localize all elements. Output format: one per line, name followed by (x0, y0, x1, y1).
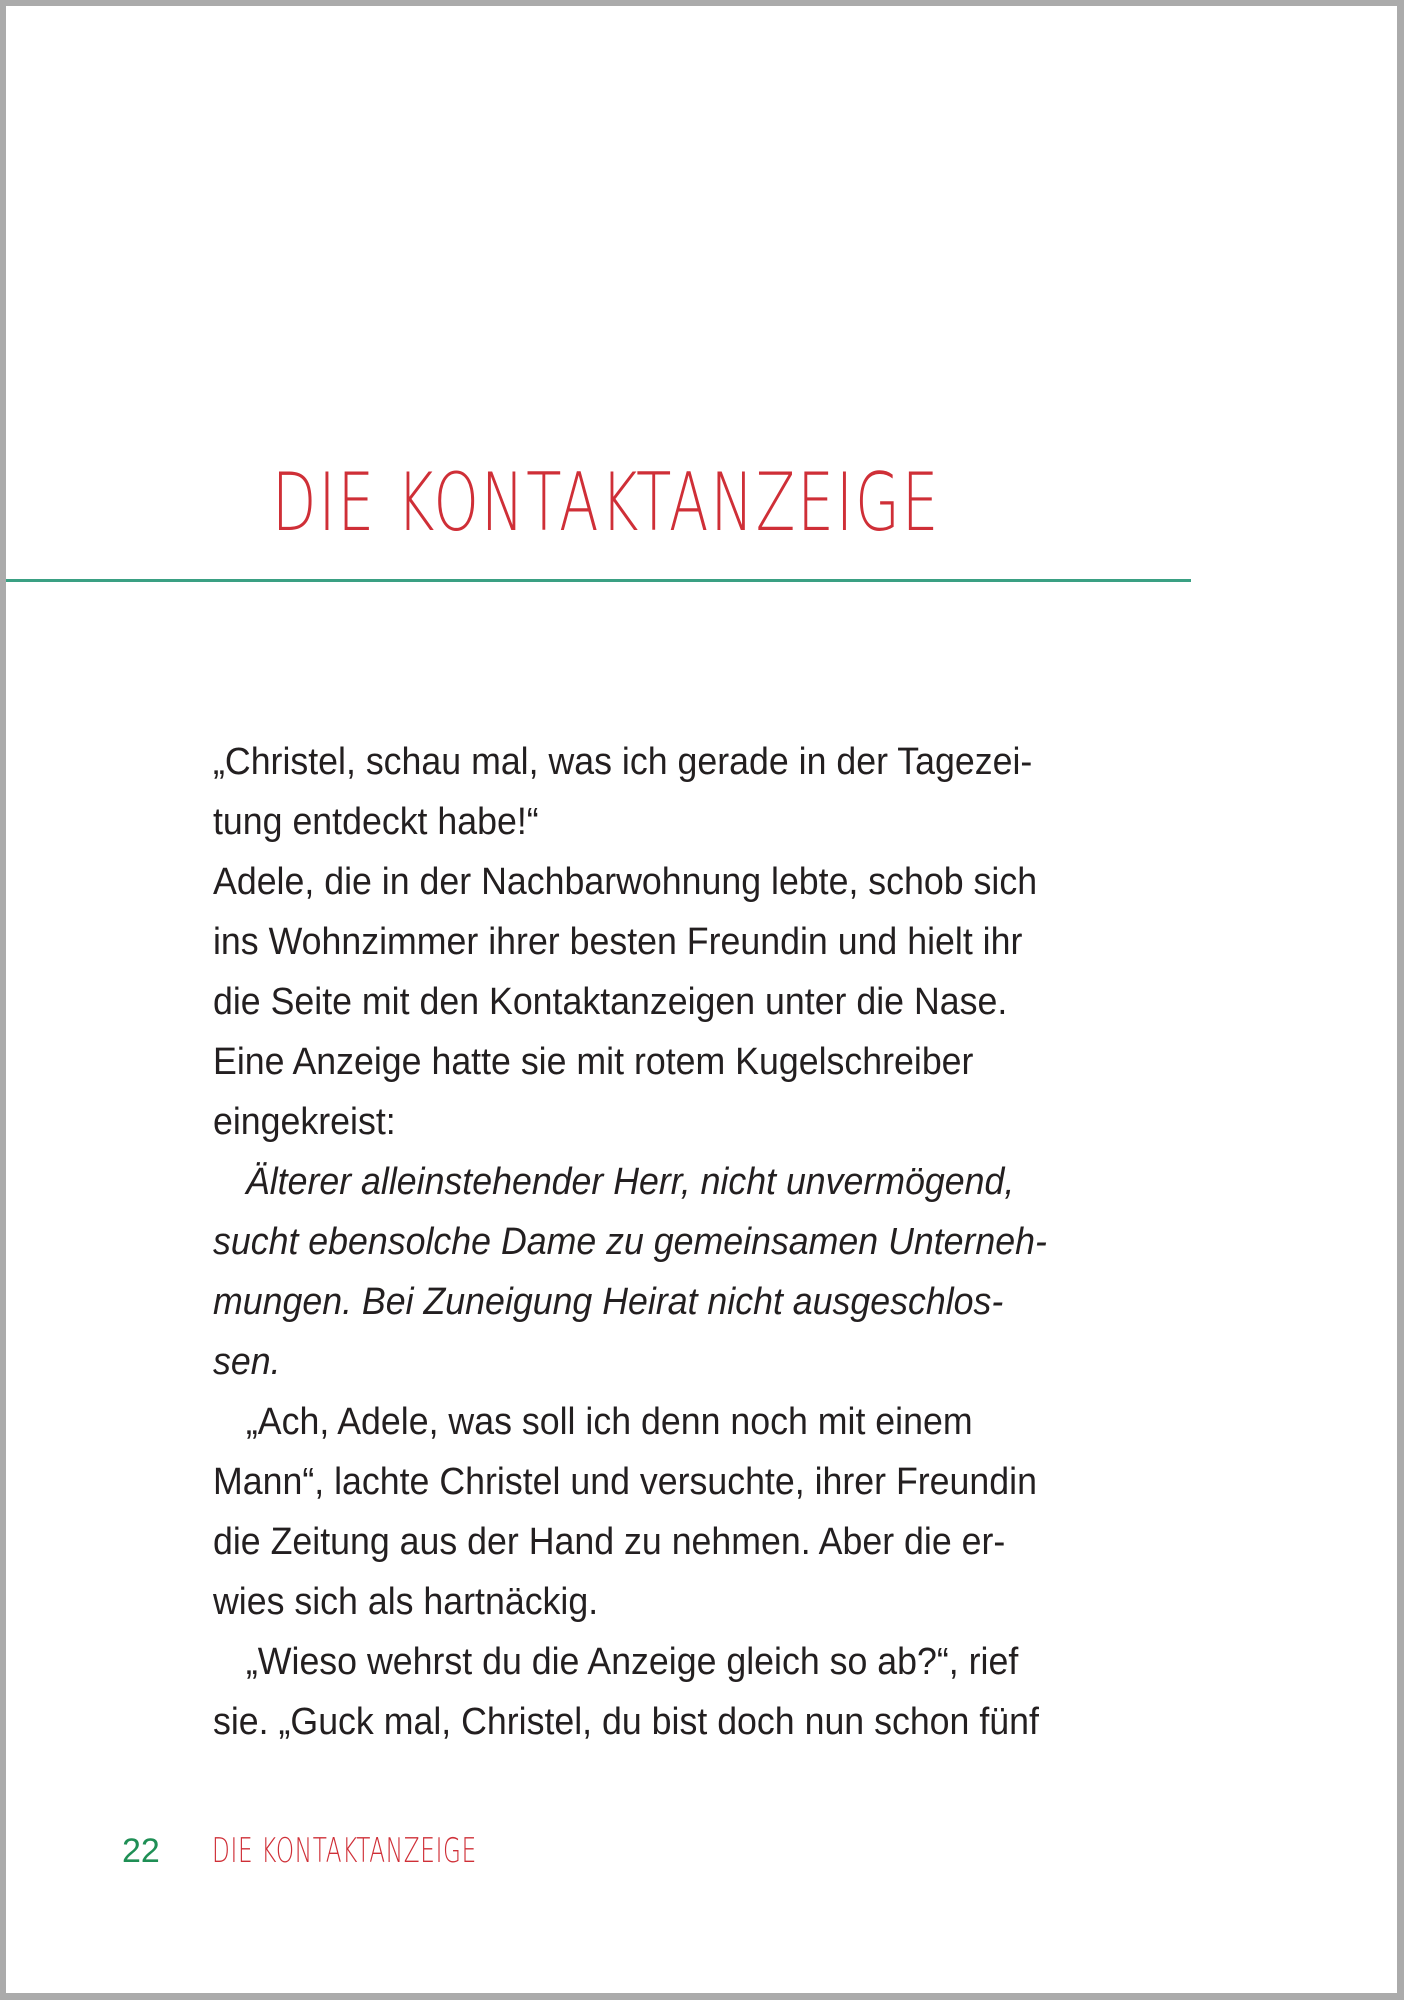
running-title: DIE KONTAKTANZEIGE (212, 1831, 477, 1871)
text-line: die Zeitung aus der Hand zu nehmen. Aber die er- (213, 1521, 1006, 1563)
text-line: tung entdeckt habe!“ (213, 801, 539, 843)
text-line: eingekreist: (213, 1101, 396, 1143)
text-line: Mann“, lachte Christel und versuchte, ihrer Freundin (213, 1461, 1037, 1503)
text-line: „Ach, Adele, was soll ich denn noch mit einem (245, 1401, 973, 1443)
text-line: die Seite mit den Kontaktanzeigen unter die Nase. (213, 981, 1008, 1023)
text-line: „Wieso wehrst du die Anzeige gleich so ab?“, rief (245, 1641, 1019, 1683)
text-line: ins Wohnzimmer ihrer besten Freundin und hielt ihr (213, 921, 1023, 963)
body-text (213, 732, 1213, 1752)
page-number: 22 (122, 1832, 160, 1870)
ad-quote-line: Älterer alleinstehender Herr, nicht unvermögend, (245, 1161, 1015, 1203)
page-footer (6, 1826, 1397, 1876)
text-line: sie. „Guck mal, Christel, du bist doch nun schon fünf (213, 1701, 1039, 1743)
text-line: Eine Anzeige hatte sie mit rotem Kugelschreiber (213, 1041, 974, 1083)
text-line: „Christel, schau mal, was ich gerade in der Tagezei- (213, 741, 1033, 783)
title-divider (6, 579, 1191, 582)
chapter-title: DIE KONTAKTANZEIGE (272, 456, 941, 549)
ad-quote-line: sucht ebensolche Dame zu gemeinsamen Unterneh- (213, 1221, 1047, 1263)
text-line: Adele, die in der Nachbarwohnung lebte, schob sich (213, 861, 1038, 903)
book-page (6, 6, 1397, 1993)
ad-quote-line: sen. (213, 1341, 281, 1383)
ad-quote-line: mungen. Bei Zuneigung Heirat nicht ausgeschlos- (213, 1281, 1004, 1323)
text-line: wies sich als hartnäckig. (213, 1581, 599, 1623)
